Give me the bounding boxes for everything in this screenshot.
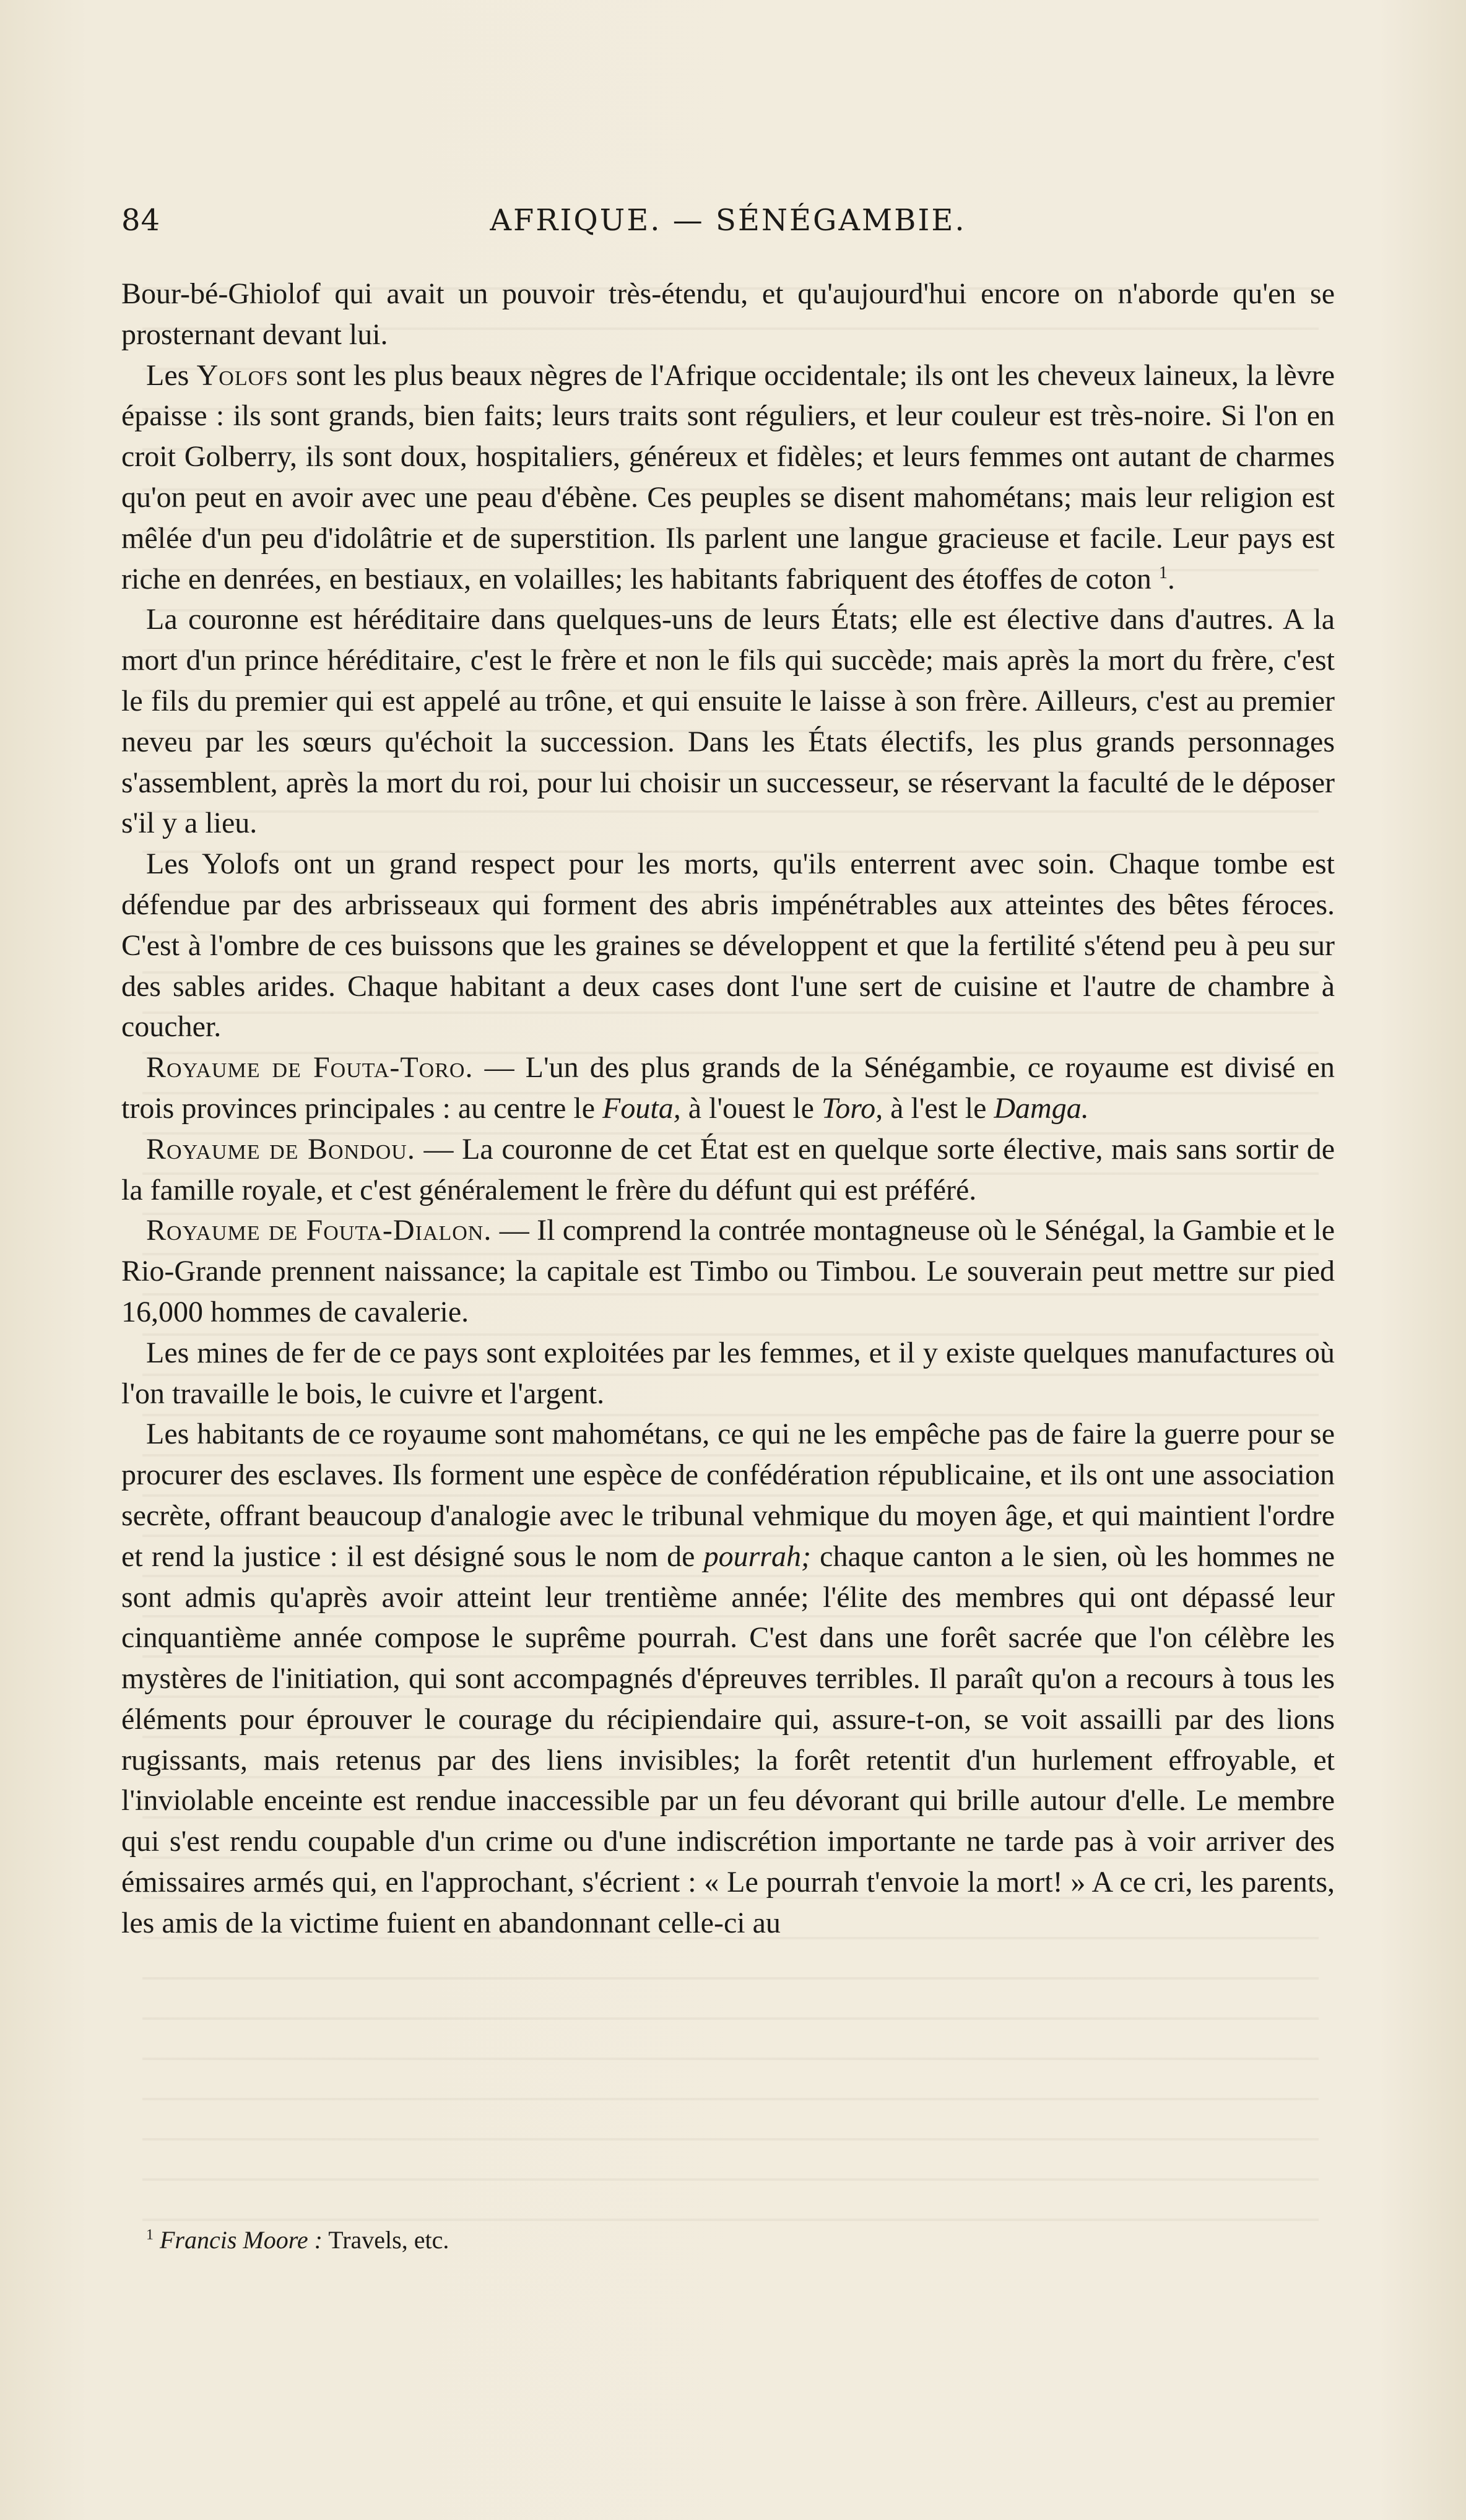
section-heading: Royaume de Fouta-Toro. xyxy=(146,1051,474,1085)
footnote-ref: 1 xyxy=(1158,563,1168,582)
page-number: 84 xyxy=(121,203,161,238)
section-fouta-toro: Royaume de Fouta-Toro. — L'un des plus grands de la Sénégambie, ce royaume est divisé en trois provinces principales : au centre le Fouta, à l'ouest le Toro, à l'est le Damga. xyxy=(121,1051,1335,1125)
footnote-text: Travels, etc. xyxy=(322,2226,449,2254)
paragraph: Les Yolofs ont un grand respect pour les morts, qu'ils enterrent avec soin. Chaque tombe est défendue par des arbrisseaux qui forment des abris impénétrables aux atteintes des bêtes féroces. C'est à l'ombre de ces buissons que les graines se développent et que la fertilité s'étend peu à peu sur des sables arides. Chaque habitant a deux cases dont l'une sert de cuisine et l'autre de chambre à coucher. xyxy=(121,847,1335,1044)
paragraph: Bour-bé-Ghiolof qui avait un pouvoir très-étendu, et qu'aujourd'hui encore on n'aborde qu'en se prosternant devant lui. xyxy=(121,277,1335,351)
section-fouta-dialon: Royaume de Fouta-Dialon. — Il comprend la contrée montagneuse où le Sénégal, la Gambie et le Rio-Grande prennent naissance; la capitale est Timbo ou Timbou. Le souverain peut mettre sur pied 16,000 hommes de cavalerie. xyxy=(121,1214,1335,1328)
running-title: AFRIQUE. — SÉNÉGAMBIE. xyxy=(490,203,966,238)
paragraph: La couronne est héréditaire dans quelques-uns de leurs États; elle est élective dans d'autres. A la mort d'un prince héréditaire, c'est le frère et non le fils qui succède; mais après la mort du frère, c'est le fils du premier qui est appelé au trône, et qui ensuite le laisse à son frère. Ailleurs, c'est au premier neveu par les sœurs qu'échoit la succession. Dans les États électifs, les plus grands personnages s'assemblent, après la mort du roi, pour lui choisir un successeur, se réservant la faculté de le déposer s'il y a lieu. xyxy=(121,603,1335,840)
footnote-marker: 1 xyxy=(146,2227,154,2243)
section-heading: Royaume de Bondou. xyxy=(146,1132,415,1166)
footnote-author: Francis Moore : xyxy=(160,2226,323,2254)
main-text xyxy=(121,274,1335,1944)
section-heading: Royaume de Fouta-Dialon. xyxy=(146,1214,492,1247)
paragraph: Les mines de fer de ce pays sont exploitées par les femmes, et il y existe quelques manufactures où l'on travaille le bois, le cuivre et l'argent. xyxy=(121,1336,1335,1410)
paragraph: Les habitants de ce royaume sont mahométans, ce qui ne les empêche pas de faire la guerre pour se procurer des esclaves. Ils forment une espèce de confédération républicaine, et ils ont une association secrète, offrant beaucoup d'analogie avec le tribunal vehmique du moyen âge, et qui maintient l'ordre et rend la justice : il est désigné sous le nom de pourrah; chaque canton a le sien, où les hommes ne sont admis qu'après avoir atteint leur trentième année; l'élite des membres qui ont dépassé leur cinquantième année compose le suprême pourrah. C'est dans une forêt sacrée que l'on célèbre les mystères de l'initiation, qui sont accompagnés d'épreuves terribles. Il paraît qu'on a recours à tous les éléments pour éprouver le courage du récipiendaire qui, assure-t-on, se voit assailli par des lions rugissants, mais retenus par des liens invisibles; la forêt retentit d'un hurlement effroyable, et l'inviolable enceinte est rendue inaccessible par un feu dévorant qui brille autour d'elle. Le membre qui s'est rendu coupable d'un crime ou d'une indiscrétion importante ne tarde pas à voir arriver des émissaires armés qui, en l'approchant, s'écrient : « Le pourrah t'envoie la mort! » A ce cri, les parents, les amis de la victime fuient en abandonnant celle-ci au xyxy=(121,1418,1335,1939)
footnote xyxy=(146,2225,1322,2256)
paragraph: Les Yolofs sont les plus beaux nègres de l'Afrique occidentale; ils ont les cheveux laineux, la lèvre épaisse : ils sont grands, bien faits; leurs traits sont réguliers, et leur couleur est très-noire. Si l'on en croit Golberry, ils sont doux, hospitaliers, généreux et fidèles; et leurs femmes ont autant de charmes qu'on peut en avoir avec une peau d'ébène. Ces peuples se disent mahométans; mais leur religion est mêlée d'un peu d'idolâtrie et de superstition. Ils parlent une langue gracieuse et facile. Leur pays est riche en denrées, en bestiaux, en volailles; les habitants fabriquent des étoffes de coton $^1$. xyxy=(121,358,1335,595)
section-bondou: Royaume de Bondou. — La couronne de cet État est en quelque sorte élective, mais sans sortir de la famille royale, et c'est généralement le frère du défunt qui est préféré. xyxy=(121,1132,1335,1206)
page-header xyxy=(121,203,1335,246)
